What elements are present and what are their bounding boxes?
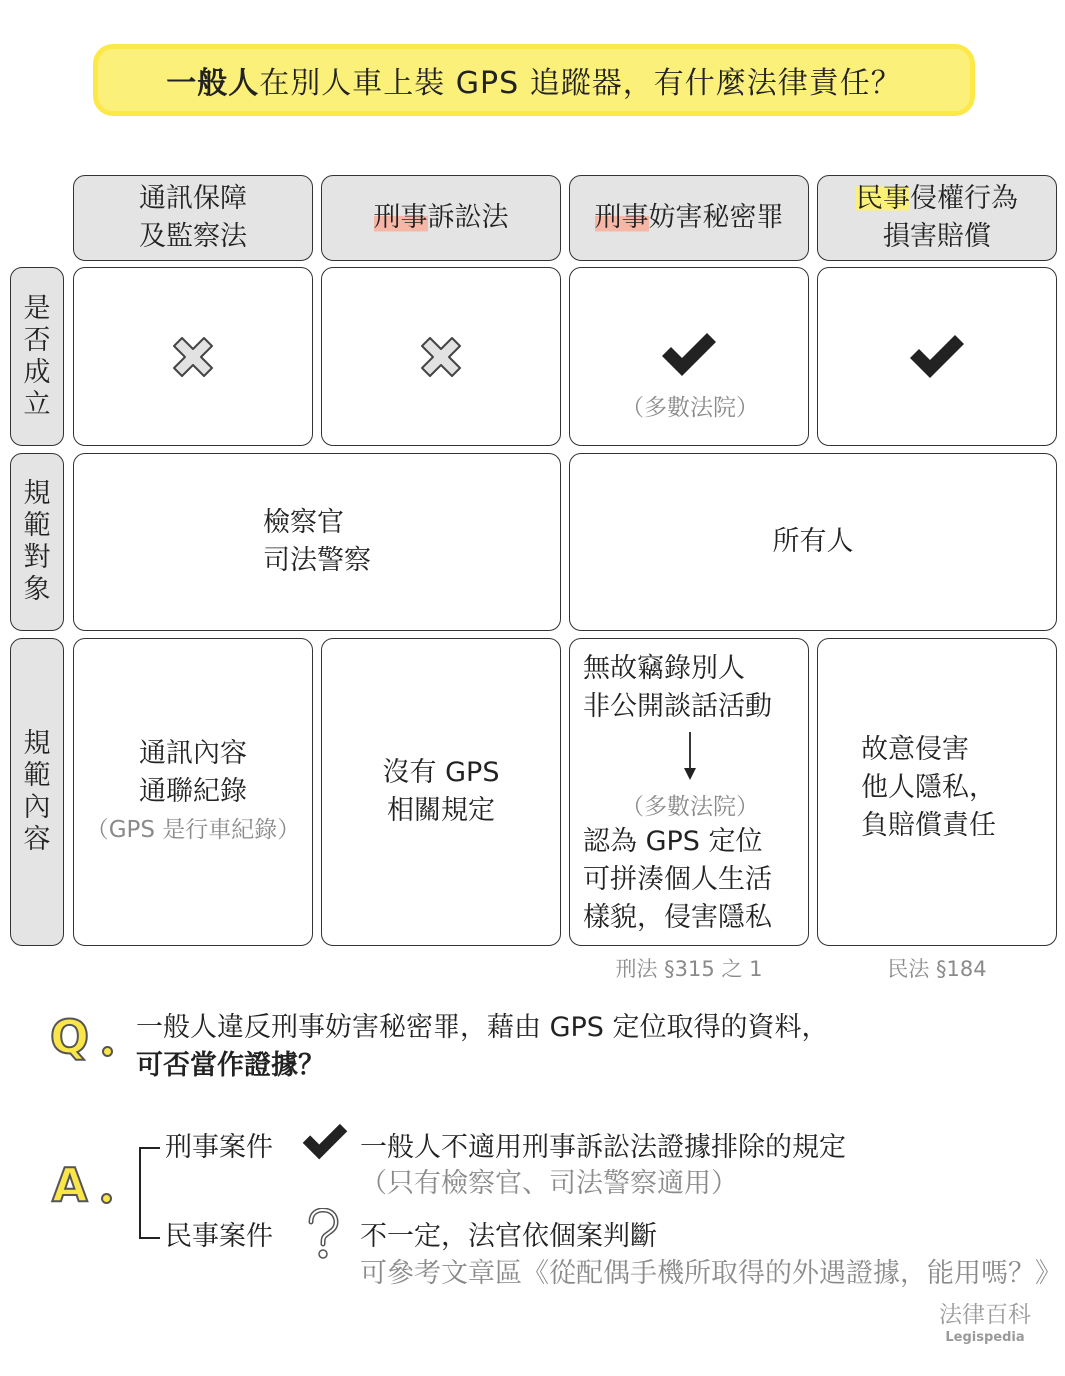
- row-header-char: 是: [23, 292, 51, 324]
- bracket-icon: [132, 1145, 162, 1241]
- highlight-mark: 刑事: [373, 202, 428, 233]
- content-note: （GPS 是行車紀錄）: [85, 817, 301, 843]
- cell-content-col2: [321, 638, 561, 946]
- column-header-privacy-crime: [569, 175, 809, 261]
- row-header-char: 立: [23, 388, 51, 420]
- arrow-down-icon: [682, 732, 698, 782]
- criminal-answer: 一般人不適用刑事訴訟法證據排除的規定: [360, 1132, 846, 1163]
- column-header-line: 損害賠償: [883, 221, 991, 252]
- scope-prosecutor: 檢察官: [263, 507, 344, 538]
- column-header-text: 訴訟法: [427, 202, 509, 233]
- page-title: [93, 44, 975, 116]
- cell-established-col3: [569, 267, 809, 446]
- brand-name: 法律百科: [939, 1302, 1031, 1328]
- question-mark-icon: [305, 1208, 341, 1260]
- civil-answer: 不一定，法官依個案判斷: [360, 1221, 657, 1252]
- brand-sub: Legispedia: [945, 1330, 1025, 1345]
- q-letter: Q: [50, 1010, 90, 1064]
- question-line2: 可否當作證據？: [136, 1050, 325, 1081]
- content-text: 他人隱私，: [861, 772, 996, 803]
- column-header-criminal-procedure: [321, 175, 561, 261]
- cell-scope-left: [73, 453, 561, 631]
- row-header-char: 規: [23, 728, 51, 759]
- content-text: 通聯紀錄: [139, 776, 247, 807]
- check-icon: [660, 332, 718, 378]
- question-line1: 一般人違反刑事妨害秘密罪，藉由 GPS 定位取得的資料，: [136, 1012, 829, 1043]
- content-text: 通訊內容: [139, 738, 247, 769]
- content-text: 無故竊錄別人: [583, 653, 745, 684]
- check-icon: [301, 1123, 349, 1161]
- content-text: 相關規定: [387, 795, 495, 826]
- row-header-content: [10, 638, 64, 946]
- q-dot: [102, 1046, 113, 1057]
- content-text: 可拼湊個人生活: [583, 864, 772, 895]
- criminal-case-label: 刑事案件: [165, 1132, 273, 1163]
- caption-civil-code: 民法 §184: [887, 957, 987, 981]
- content-text: 沒有 GPS: [382, 757, 500, 788]
- row-header-scope: [10, 453, 64, 631]
- column-header-text: 妨害秘密罪: [648, 202, 784, 233]
- row-header-char: 規: [23, 478, 51, 509]
- content-text: 故意侵害: [861, 734, 969, 765]
- title-bold: 一般人: [166, 66, 260, 101]
- row-header-established: [10, 267, 64, 446]
- scope-everyone: 所有人: [772, 526, 854, 557]
- content-text: 樣貌，侵害隱私: [583, 902, 772, 933]
- column-header-line: 通訊保障: [139, 183, 247, 214]
- column-header-line: 及監察法: [139, 221, 247, 252]
- row-header-char: 容: [23, 824, 51, 855]
- content-text: 認為 GPS 定位: [583, 826, 763, 857]
- content-text: 負賠償責任: [861, 810, 996, 841]
- row-header-char: 成: [23, 356, 51, 388]
- cell-scope-right: [569, 453, 1057, 631]
- check-icon: [908, 334, 966, 380]
- cell-established-col2: [321, 267, 561, 446]
- cell-content-col4: [817, 638, 1057, 946]
- highlight-mark: 民事: [856, 183, 910, 214]
- column-header-text: 侵權行為: [910, 183, 1018, 214]
- majority-courts-note: （多數法院）: [621, 794, 759, 820]
- row-header-char: 範: [23, 760, 51, 791]
- highlight-mark: 刑事: [594, 202, 649, 233]
- civil-note: 可參考文章區《從配偶手機所取得的外遇證據，能用嗎？》: [360, 1258, 1062, 1289]
- row-header-char: 象: [23, 574, 51, 605]
- row-header-char: 對: [23, 542, 51, 573]
- caption-criminal-code: 刑法 §315 之 1: [615, 957, 763, 981]
- row-header-char: 否: [23, 324, 51, 356]
- a-letter: A: [52, 1158, 88, 1212]
- a-dot: [101, 1193, 112, 1204]
- row-header-char: 內: [23, 792, 51, 823]
- row-header-char: 範: [23, 510, 51, 541]
- title-rest: 在別人車上裝 GPS 追蹤器，有什麼法律責任？: [259, 66, 902, 101]
- column-header-communication-act: [73, 175, 313, 261]
- criminal-note: （只有檢察官、司法警察適用）: [360, 1168, 738, 1199]
- column-header-civil-tort: [817, 175, 1057, 261]
- cell-established-col1: [73, 267, 313, 446]
- content-text: 非公開談話活動: [583, 691, 772, 722]
- majority-courts-note: （多數法院）: [621, 395, 759, 421]
- cell-content-col3: [569, 638, 809, 946]
- cross-icon: [168, 332, 218, 382]
- cell-content-col1: [73, 638, 313, 946]
- scope-police: 司法警察: [263, 545, 371, 576]
- cell-established-col4: [817, 267, 1057, 446]
- civil-case-label: 民事案件: [165, 1221, 273, 1252]
- cross-icon: [416, 332, 466, 382]
